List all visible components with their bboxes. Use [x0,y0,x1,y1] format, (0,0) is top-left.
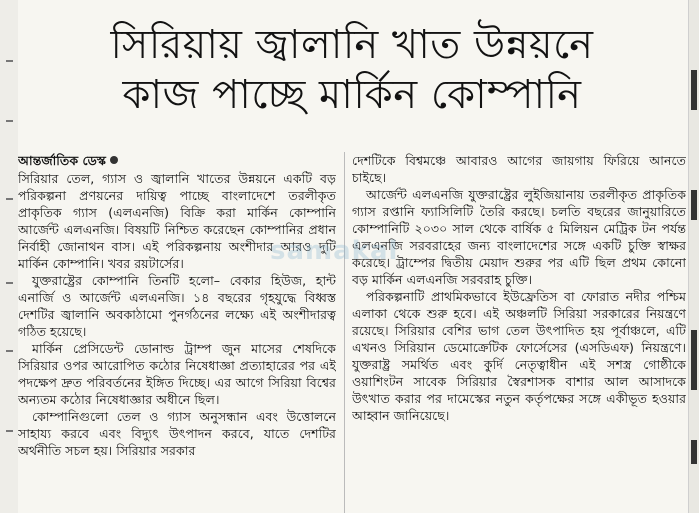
adjacent-text-fragment [691,330,697,390]
gutter-mark [6,282,13,284]
article-column-1 [18,152,336,513]
bullet-icon [110,156,118,164]
gutter-mark [6,430,13,432]
article-body [18,152,686,513]
article-column-2 [352,152,686,513]
adjacent-text-fragment [691,440,697,464]
left-page-gutter [0,0,18,513]
paragraph: দেশটিকে বিশ্বমঞ্চে আবারও আগের জায়গায় ফিরিয়ে আনতে চাইছে। [352,153,686,185]
headline-line-1: সিরিয়ায় জ্বালানি খাত উন্নয়নে [110,22,594,68]
gutter-mark [6,60,13,62]
paragraph: আর্জেন্ট এলএনজি যুক্তরাষ্ট্রের লুইজিয়ানায় তরলীকৃত প্রাকৃতিক গ্যাস রপ্তানি ফ্যাসিলিটি তৈরি করছে। চলতি বছরের জানুয়ারিতে কোম্পানিটি ২০৩০ সাল থেকে বার্ষিক ৫ মিলিয়ন মেট্রিক টন পর্যন্ত এলএনজি সরবরাহের জন্য বাংলাদেশের সঙ্গে একটি চুক্তি স্বাক্ষর করেছে। ট্রাম্পের দ্বিতীয় মেয়াদ শুরুর পর এটি ছিল প্রথম কোনো বড় মার্কিন এলএনজি সরবরাহ চুক্তি। [352,187,686,287]
adjacent-page-strip [688,0,699,513]
byline-text: আন্তর্জাতিক ডেস্ক [18,153,106,168]
paragraph: পরিকল্পনাটি প্রাথমিকভাবে ইউফ্রেতিস বা ফোরাত নদীর পশ্চিম এলাকা থেকে শুরু হবে। এই অঞ্চলটি সিরিয়া সরকারের নিয়ন্ত্রণে রয়েছে। সিরিয়ার বেশির ভাগ তেল উৎপাদিত হয় পূর্বাঞ্চলে, এটি এখনও সিরিয়ান ডেমোক্রেটিক ফোর্সেসের (এসডিএফ) নিয়ন্ত্রণে। যুক্তরাষ্ট্র সমর্থিত এবং কুর্দি নেতৃত্বাধীন এই সশস্ত্র গোষ্ঠীকে ওয়াশিংটন সাবেক সিরিয়ার স্বৈরশাসক বাশার আল আসাদকে উৎখাত করার পর দামেস্কের নতুন কর্তৃপক্ষের সঙ্গে একীভূত হওয়ার আহ্বান জানিয়েছে। [352,289,686,423]
byline [18,152,336,169]
adjacent-text-fragment [691,190,697,220]
headline-line-2: কাজ পাচ্ছে মার্কিন কোম্পানি [122,72,582,118]
news-article [18,0,686,513]
paragraph: কোম্পানিগুলো তেল ও গ্যাস অনুসন্ধান এবং উত্তোলনে সাহায্য করবে এবং বিদ্যুৎ উৎপাদন করবে, যাতে দেশটির অর্থনীতি সচল হয়। সিরিয়ার সরকার [18,409,336,458]
adjacent-text-fragment [691,70,697,110]
paragraph: মার্কিন প্রেসিডেন্ট ডোনাল্ড ট্রাম্প জুন মাসের শেষদিকে সিরিয়ার ওপর আরোপিত কঠোর নিষেধাজ্ঞা প্রত্যাহারের পর এই পদক্ষেপ দ্রুত পরিবর্তনের ইঙ্গিত দিচ্ছে। এর আগে সিরিয়া বিশ্বের অন্যতম কঠোর নিষেধাজ্ঞার অধীনে ছিল। [18,341,336,407]
column-divider [344,152,345,513]
site-watermark: samakal [270,236,399,266]
gutter-mark [6,198,13,200]
gutter-mark [6,120,13,122]
article-headline [18,0,686,120]
paragraph: যুক্তরাষ্ট্রের কোম্পানি তিনটি হলো– বেকার হিউজ, হান্ট এনার্জি ও আর্জেন্ট এলএনজি। ১৪ বছরের গৃহযুদ্ধে বিধ্বস্ত দেশটির জ্বালানি অবকাঠামো পুনর্গঠনের লক্ষ্যে এই অংশীদারত্ব গঠিত হয়েছে। [18,273,336,339]
paragraph: সিরিয়ার তেল, গ্যাস ও জ্বালানি খাতের উন্নয়নে একটি বড় পরিকল্পনা প্রণয়নের দায়িত্ব পাচ্ছে বাংলাদেশে তরলীকৃত প্রাকৃতিক গ্যাস (এলএনজি) বিক্রি করা মার্কিন কোম্পানি আর্জেন্ট এলএনজি। বিষয়টি নিশ্চিত করেছেন কোম্পানির প্রধান নির্বাহী জোনাথন বাস। এই পরিকল্পনায় অংশীদার আরও দুটি মার্কিন কোম্পানি। খবর রয়টার্সের। [18,171,336,271]
gutter-mark [6,350,13,352]
